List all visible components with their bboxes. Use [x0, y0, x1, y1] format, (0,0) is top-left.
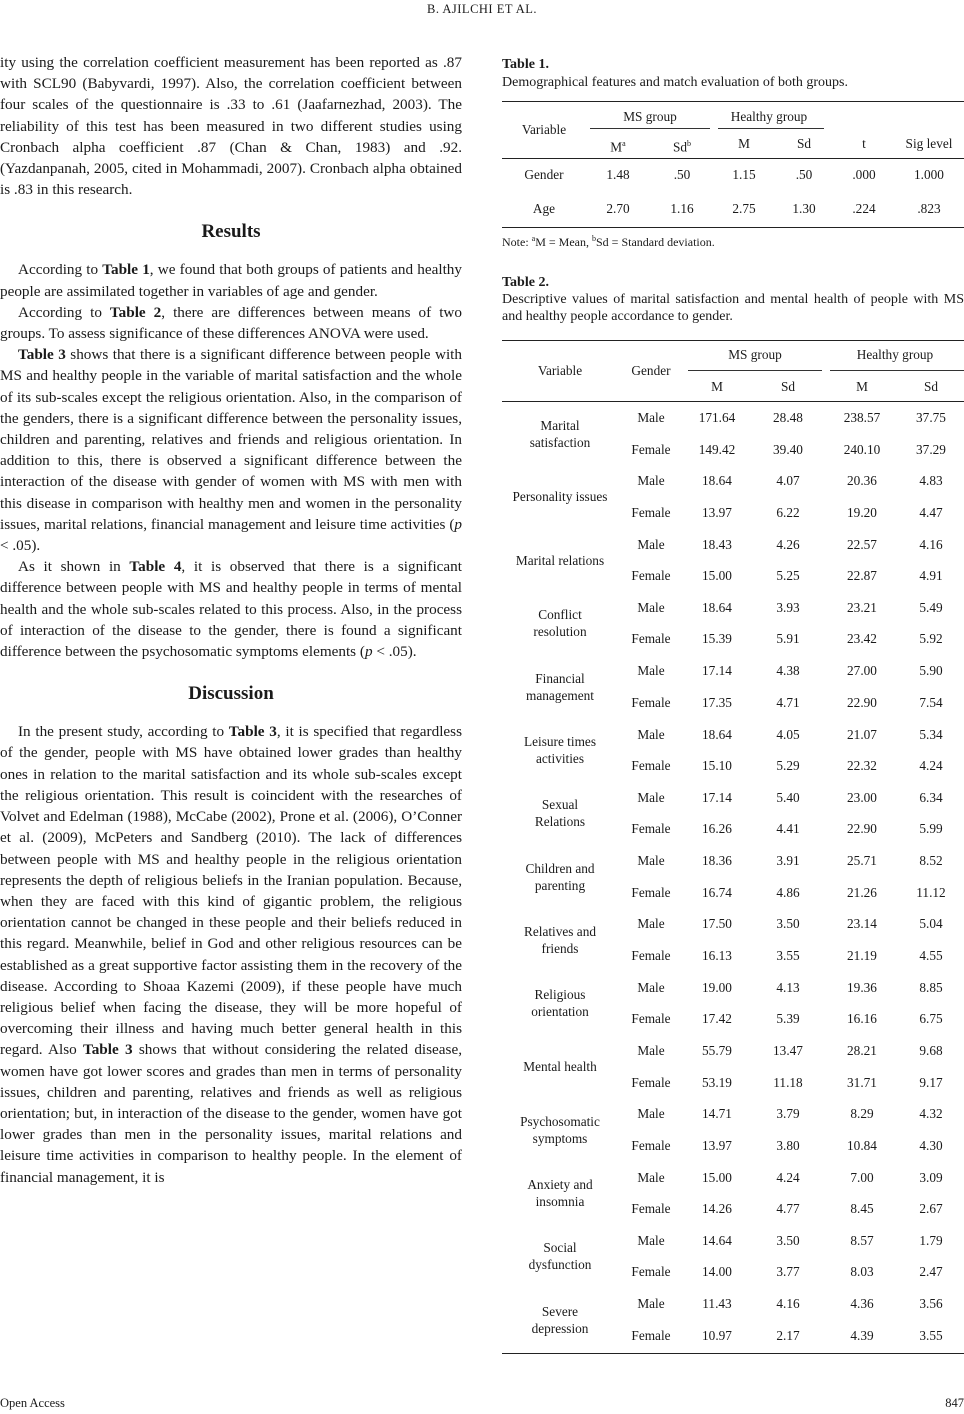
paragraph-results-1: According to Table 1, we found that both groups of patients and healthy people are assimilated together in variables of age and gender. [0, 261, 462, 300]
table2-cell-h-m: 16.16 [847, 1011, 877, 1027]
table2-cell-h-m: 4.36 [850, 1296, 874, 1312]
table2-cell-gender: Female [631, 758, 671, 773]
table1-number: Table 1. [502, 57, 549, 72]
table2-cell-h-m: 23.14 [847, 916, 877, 932]
table2-cell-ms-sd: 3.79 [776, 1106, 800, 1122]
table2-group-separator [502, 653, 616, 654]
table2-cell-ms-m: 14.71 [702, 1106, 732, 1122]
table2-variable-name: Anxiety and insomnia [527, 1177, 593, 1210]
table2-cell-ms-m: 17.35 [702, 694, 732, 710]
table2-cell-ms-sd: 3.80 [776, 1137, 800, 1153]
table1-col-sd-healthy: Sd [796, 136, 812, 151]
table2-cell-gender: Female [631, 631, 671, 647]
table2-cell-ms-m: 18.43 [702, 536, 732, 552]
table2-cell-h-m: 4.39 [850, 1327, 874, 1343]
table2-group-separator [502, 717, 616, 718]
table2-cell-gender: Male [637, 726, 665, 742]
table2-col-gender: Gender [631, 363, 671, 378]
table2-cell-h-m: 20.36 [847, 473, 877, 489]
table2-variable-name: Sexual Relations [534, 797, 586, 830]
table2-group-healthy: Healthy group [856, 347, 934, 362]
table2-cell-gender: Male [637, 1043, 665, 1058]
table1-col-m-healthy: M [738, 136, 750, 151]
table1-header-rule [502, 158, 964, 159]
paragraph-discussion-1: In the present study, according to Table 3, it is specified that regardless of the gender, people with MS have obtained lower grades than healthy ones in relation to the marital satisfaction and its whole sub-scales except the religious orientation. This result is coincident with the researches of Volvet and Edelman (1988), McCabe (2002), Prone et al. (2006), O’Conner et al. (2009), McPeters and Sandberg (2010). The lack of differences between people with MS and healthy people in the religious orientation represents the depth of religious beliefs in the Iranian population. Because, when they are faced with this kind of gigantic problem, the religious orientation cannot be changed in these people and their beliefs reduced in this regard. Meanwhile, belief in God and other religious resources can be established as a great supportive factor assisting them in the recovery of the disease. According to Shoaa Kazemi (2009), if these people have much religious belief when facing the disease, they will be more hopeful of overcoming their illness and having much better general health in this regard. Also Table 3 shows that without considering the related disease, women have got lower scores and grades than men in terms of personality issues, children and parenting, relatives and friends as well as religious orientation; but, in interaction of the disease to the gender, women have got lower grades than men in the personality issues, marital relations and leisure time activities in comparison to healthy people. In the element of financial management, it is [0, 723, 462, 1186]
table2-cell-h-m: 22.57 [847, 536, 877, 552]
table2-cell-gender: Male [637, 663, 665, 679]
table2-cell-ms-sd: 4.38 [776, 663, 800, 679]
table2-cell-h-sd: 4.30 [919, 1137, 943, 1153]
table2-group-separator [502, 1286, 616, 1287]
table2-cell-h-m: 21.07 [847, 726, 877, 742]
table2-cell-ms-m: 171.64 [698, 410, 736, 425]
table2-group-separator [502, 1223, 616, 1224]
table1-col-t: t [862, 136, 866, 151]
table2-group-separator [502, 1160, 616, 1161]
table2-cell-h-sd: 4.47 [919, 504, 943, 520]
table2-cell-ms-m: 18.64 [702, 726, 732, 742]
table-ref: Table 1 [102, 261, 150, 279]
table2-cell-ms-sd: 5.39 [776, 1011, 800, 1027]
table2-group-separator [502, 970, 616, 971]
table2-cell-ms-m: 55.79 [702, 1043, 732, 1058]
table2-cell-ms-m: 15.10 [702, 758, 732, 773]
table2-group-rule [688, 370, 822, 371]
table2-variable-name: Social dysfunction [528, 1240, 592, 1273]
table2-cell-h-m: 22.90 [847, 694, 877, 710]
table2-cell-h-sd: 5.99 [919, 821, 943, 837]
results-heading: Results [201, 221, 261, 243]
table2-variable-name: Financial management [526, 670, 594, 703]
table2-cell-ms-m: 149.42 [698, 441, 736, 457]
table2-cell-h-m: 23.42 [847, 631, 877, 647]
table2-cell-gender: Male [637, 1232, 665, 1248]
table2-cell-gender: Female [631, 1011, 671, 1027]
table2-cell-ms-m: 53.19 [702, 1074, 732, 1090]
table2-cell-ms-m: 16.74 [702, 884, 732, 900]
table2-col-m: M [711, 379, 723, 394]
table2-cell-h-sd: 6.75 [919, 1011, 943, 1027]
table2-variable-name: Personality issues [512, 489, 608, 505]
table2-variable-name: Severe depression [531, 1303, 589, 1336]
table2-col-variable: Variable [537, 363, 583, 378]
table2-cell-h-sd: 4.83 [919, 473, 943, 489]
table2-cell-ms-sd: 4.26 [776, 536, 800, 552]
table-ref: Table 3 [228, 723, 277, 741]
table-ref: Table 4 [129, 558, 182, 576]
table2-group-separator [502, 527, 616, 528]
table2-cell-gender: Female [631, 821, 671, 837]
running-head: B. AJILCHI ET AL. [426, 2, 537, 16]
table2-cell-ms-sd: 28.48 [773, 410, 803, 425]
table2-cell-h-sd: 5.34 [919, 726, 943, 742]
table2-variable-name: Mental health [523, 1059, 597, 1074]
table2-cell-h-sd: 37.75 [916, 410, 946, 425]
table1-col-sig: Sig level [905, 136, 953, 151]
table2-cell-gender: Female [631, 694, 671, 710]
table-ref: Table 3 [18, 346, 66, 364]
table1-col-variable: Variable [521, 122, 567, 137]
paragraph-reliability: ity using the correlation coefficient measurement has been reported as .87 with SCL90 (Babyvardi, 1997). Also, the correlation coefficient between four scales of the questionnaire is .33 to .61 (Jaafarnezhad, 2003). The reliability of this test has been measured in two different studies using Cronbach alpha coefficient .87 (Chan & Chan, 1983) and .92. (Yazdanpanah, 2005, cited in Mohammadi, 2007). Cronbach alpha obtained is .83 in this research. [0, 54, 462, 199]
table2-cell-h-sd: 5.90 [919, 663, 943, 679]
table2-cell-h-m: 8.45 [850, 1201, 874, 1217]
table2-cell-ms-sd: 4.71 [776, 694, 800, 710]
table2-group-separator [502, 1350, 616, 1351]
table2-cell-ms-sd: 39.40 [773, 441, 803, 457]
table2-cell-ms-m: 15.39 [702, 631, 732, 647]
table2-cell-h-sd: 7.54 [919, 694, 943, 710]
table2-cell-h-m: 22.32 [847, 758, 877, 773]
table2-cell-ms-sd: 4.41 [776, 821, 800, 837]
table2-cell-h-sd: 6.34 [919, 789, 943, 805]
table2-cell-gender: Male [637, 410, 665, 425]
table2-cell-ms-m: 16.13 [702, 947, 732, 963]
table2-cell-ms-m: 11.43 [702, 1296, 732, 1312]
table2-top-rule [502, 340, 964, 341]
table2-group-rule [830, 370, 964, 371]
table2-cell-ms-sd: 4.05 [776, 726, 800, 742]
table2-cell-h-m: 28.21 [847, 1043, 877, 1058]
table2-cell-ms-sd: 5.91 [776, 631, 800, 647]
paragraph-results-3: Table 3 shows that there is a significant difference between people with MS and healthy people in the variable of marital satisfaction and the whole of its sub-scales except the religious orientation. Also, in the comparison of the genders, there is a significant difference between the personality issues, children and parenting, relatives and friends and religious orientation. In addition to this, there is observed a significant difference between the interaction of the disease with gender of women with MS with men with this disease in comparison with healthy men and women in the personality issues, marital relations, financial management and leisure time activities (p < .05). [0, 346, 462, 555]
table2-cell-ms-sd: 11.18 [773, 1074, 803, 1090]
table2-group-separator [502, 843, 616, 844]
table2-cell-gender: Female [631, 1264, 671, 1280]
table2-cell-ms-sd: 3.91 [776, 853, 800, 869]
table2-variable-name: Children and parenting [525, 860, 595, 893]
table2-col-sd-healthy: Sd [923, 379, 939, 394]
table2-variable-name: Psychosomatic symptoms [520, 1113, 600, 1146]
table2-cell-ms-m: 14.00 [702, 1264, 732, 1280]
table2-cell-h-m: 23.00 [847, 789, 877, 805]
table2-cell-h-m: 10.84 [847, 1137, 877, 1153]
table2-cell-gender: Male [637, 979, 665, 995]
table2-cell-h-m: 238.57 [843, 410, 881, 425]
table2-cell-ms-sd: 4.24 [776, 1169, 800, 1185]
table2-cell-h-sd: 4.24 [919, 758, 943, 773]
table2-cell-ms-sd: 4.77 [776, 1201, 800, 1217]
table1-col-m: $M^a$ [610, 139, 626, 155]
table2-cell-ms-sd: 5.29 [776, 758, 800, 773]
table2-group-separator [502, 1033, 616, 1034]
table2-cell-ms-sd: 5.25 [776, 568, 800, 584]
table2-cell-h-sd: 3.55 [919, 1327, 943, 1343]
table2-cell-h-sd: 5.04 [919, 916, 943, 932]
table2-cell-h-m: 8.03 [850, 1264, 874, 1280]
table2-header-rule [502, 401, 964, 402]
table1-group-rule [718, 128, 824, 129]
page-number: 847 [945, 1396, 964, 1410]
table2-cell-h-m: 7.00 [850, 1169, 874, 1185]
table-ref: Table 2 [109, 303, 162, 321]
table2-cell-ms-sd: 6.22 [776, 504, 800, 520]
table2-cell-ms-m: 15.00 [702, 568, 732, 584]
table2-cell-h-sd: 8.85 [919, 979, 943, 995]
table2-cell-ms-m: 15.00 [702, 1169, 732, 1185]
footer-open-access: Open Access [0, 1396, 65, 1410]
table2-cell-h-sd: 4.91 [919, 568, 943, 584]
table2-group-separator [502, 463, 616, 464]
table2-cell-gender: Female [631, 1137, 671, 1153]
table2-cell-h-sd: 37.29 [916, 441, 946, 457]
table2-cell-ms-sd: 4.16 [776, 1296, 800, 1312]
table2-cell-gender: Male [637, 916, 665, 932]
table2-variable-name: Marital relations [515, 552, 605, 568]
table2-group-separator [502, 1096, 616, 1097]
table2-cell-h-sd: 2.67 [919, 1201, 943, 1217]
table2-variable-name: Relatives and friends [523, 923, 596, 956]
table2-cell-h-sd: 4.16 [919, 536, 943, 552]
table2-cell-ms-m: 14.64 [702, 1232, 732, 1248]
table2-cell-h-m: 21.19 [847, 947, 877, 963]
table2-cell-ms-sd: 5.40 [776, 789, 800, 805]
table2-cell-h-m: 22.90 [847, 821, 877, 837]
table2-cell-h-sd: 4.32 [919, 1106, 943, 1122]
table2-cell-ms-m: 17.42 [702, 1011, 732, 1027]
table2-cell-ms-m: 17.14 [702, 663, 732, 679]
table2-cell-ms-sd: 13.47 [773, 1043, 803, 1058]
table2-cell-ms-m: 14.26 [702, 1201, 732, 1217]
table2-cell-h-sd: 9.17 [919, 1074, 943, 1090]
table2-cell-ms-sd: 2.17 [776, 1327, 800, 1343]
table2-cell-h-sd: 2.47 [919, 1264, 943, 1280]
table2-variable-name: Marital satisfaction [529, 417, 591, 450]
table2-cell-gender: Male [637, 853, 665, 869]
table2-cell-ms-m: 17.14 [702, 789, 732, 805]
table2-cell-ms-sd: 4.86 [776, 884, 800, 900]
table2-cell-ms-sd: 3.55 [776, 947, 800, 963]
table2-cell-gender: Male [637, 473, 665, 489]
table2-cell-gender: Female [631, 441, 671, 457]
table2-cell-gender: Male [637, 599, 665, 615]
left-column [0, 52, 462, 1188]
table2-cell-ms-m: 17.50 [702, 916, 732, 932]
table1-col-sd: Sd$^b$ [672, 139, 692, 155]
table2-caption: Descriptive values of marital satisfaction and mental health of people with MS and healthy people accordance to gender. [502, 292, 964, 324]
table1-group-rule [590, 128, 710, 129]
table2-col-m-healthy: M [856, 379, 868, 394]
table2-cell-h-m: 31.71 [847, 1074, 877, 1090]
table2-cell-h-m: 21.26 [847, 884, 877, 900]
table2-cell-h-m: 8.29 [850, 1106, 874, 1122]
table2-cell-gender: Male [637, 1296, 665, 1312]
table2-cell-gender: Female [631, 1074, 671, 1090]
table2-cell-ms-sd: 3.93 [776, 599, 800, 615]
table2-cell-h-m: 25.71 [847, 853, 877, 869]
table2-cell-h-sd: 1.79 [919, 1232, 943, 1248]
paragraph-results-4: As it shown in Table 4, it is observed that there is a significant difference between people with MS and healthy people in terms of mental health and the whole sub-scales related to this process. Also, in the process of interaction of the disease to the gender, there is found a significant difference between the psychosomatic symptoms elements (p < .05). [0, 558, 462, 661]
table2-cell-h-sd: 5.49 [919, 599, 943, 615]
table2-cell-ms-sd: 4.07 [776, 473, 800, 489]
table2-cell-h-sd: 3.56 [919, 1296, 943, 1312]
table2-cell-gender: Female [631, 504, 671, 520]
table1-top-rule [502, 101, 964, 102]
table2-group-separator [502, 906, 616, 907]
table2-cell-gender: Male [637, 536, 665, 552]
table2-bottom-rule [502, 1353, 964, 1354]
table2-cell-h-m: 22.87 [847, 568, 877, 584]
table2-cell-h-sd: 9.68 [919, 1043, 943, 1058]
table2-cell-gender: Female [631, 884, 671, 900]
table2-cell-ms-m: 10.97 [702, 1327, 732, 1343]
paragraph-results-2: According to Table 2, there are differences between means of two groups. To assess significance of these differences ANOVA were used. [0, 303, 462, 343]
table2-cell-h-sd: 4.55 [919, 947, 943, 963]
table2-variable-name: Leisure times activities [523, 734, 596, 766]
table2-cell-h-m: 240.10 [843, 441, 881, 457]
table2-cell-h-m: 27.00 [847, 663, 877, 679]
table2-variable-name: Religious orientation [531, 987, 589, 1020]
discussion-heading: Discussion [188, 683, 274, 705]
table2-group-separator [502, 780, 616, 781]
table-ref: Table 3 [82, 1041, 133, 1059]
table2-cell-gender: Female [631, 1327, 671, 1343]
table1-note: Note: $^a$M = Mean, $^b$Sd = Standard deviation. [502, 234, 715, 249]
table1-group-healthy: Healthy group [730, 109, 808, 124]
table2-cell-gender: Male [637, 1169, 665, 1185]
table2-cell-ms-sd: 3.77 [776, 1264, 800, 1280]
table2-cell-ms-m: 19.00 [702, 979, 732, 995]
table2-cell-gender: Female [631, 947, 671, 963]
table2-col-sd: Sd [780, 379, 796, 394]
table2-cell-ms-m: 13.97 [702, 504, 732, 520]
table2-number: Table 2. [502, 275, 549, 290]
table2-cell-gender: Female [631, 1201, 671, 1217]
table2-cell-ms-sd: 3.50 [776, 1232, 800, 1248]
table2-cell-gender: Male [637, 789, 665, 805]
table2-cell-ms-sd: 4.13 [776, 979, 800, 995]
table2-group-separator [502, 590, 616, 591]
table2-cell-ms-m: 18.64 [702, 473, 732, 489]
table2-cell-gender: Male [637, 1106, 665, 1122]
table2-cell-h-m: 19.20 [847, 504, 877, 520]
table2-group-ms: MS group [728, 347, 782, 362]
table2-cell-h-sd: 8.52 [919, 853, 943, 869]
table2-variable-name: Conflict resolution [533, 607, 587, 640]
table2-cell-ms-m: 18.36 [702, 853, 732, 869]
table1-group-ms: MS group [623, 109, 677, 124]
table2-cell-ms-m: 13.97 [702, 1137, 732, 1153]
table2-cell-ms-m: 18.64 [702, 599, 732, 615]
table2-cell-ms-m: 16.26 [702, 821, 732, 837]
table2-cell-h-m: 8.57 [850, 1232, 874, 1248]
table1-bottom-rule [502, 227, 964, 228]
table2-cell-h-sd: 5.92 [919, 631, 943, 647]
table2-cell-h-sd: 3.09 [919, 1169, 943, 1185]
table2-cell-gender: Female [631, 568, 671, 584]
table2-cell-h-m: 23.21 [847, 599, 877, 615]
table2-cell-h-sd: 11.12 [916, 884, 946, 900]
table2-cell-h-m: 19.36 [847, 979, 877, 995]
table1-caption: Demographical features and match evaluation of both groups. [502, 75, 848, 90]
table2-cell-ms-sd: 3.50 [776, 916, 800, 932]
